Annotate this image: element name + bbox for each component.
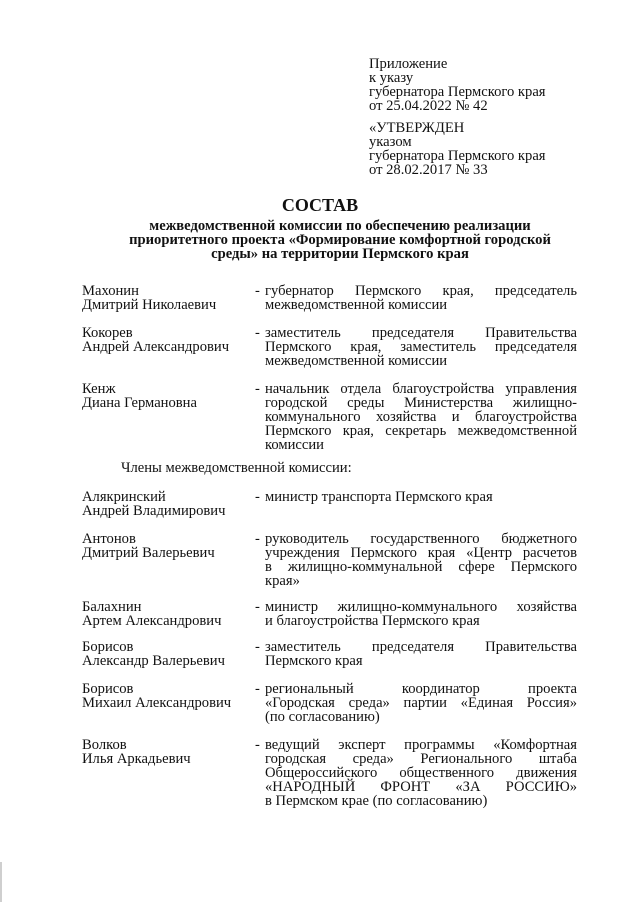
member-person [82,490,225,518]
role-line: коммунального хозяйства и благоустройства [265,409,577,425]
role-dash: - [255,283,260,299]
role-line: руководитель государственного бюджетного [265,531,577,547]
role-dash: - [255,489,260,505]
role-line: «Городская среда» партии «Единая Россия» [265,695,577,711]
member-person [82,640,225,668]
member-surname: Махонин [82,283,139,299]
member-name: Андрей Александрович [82,339,230,355]
role-line: заместитель председателя Правительства [265,325,577,341]
member-role [255,326,577,368]
role-line: в Пермском крае (по согласованию) [265,793,488,809]
member-role [255,284,577,312]
approved-line: от 28.02.2017 № 33 [369,162,488,178]
approved-line: указом [369,134,412,150]
role-text [265,284,577,312]
member-role [255,640,577,668]
role-line: городская среда» Регионального штаба [265,751,577,767]
role-line: министр транспорта Пермского края [265,489,493,505]
role-line: Пермского края [265,653,363,669]
member-name: Дмитрий Николаевич [82,297,217,313]
role-line: Общероссийского общественного движения [265,765,577,781]
role-line: межведомственной комиссии [265,353,448,369]
subtitle-line: среды» на территории Пермского края [211,246,469,262]
role-text [265,326,577,368]
role-line: «НАРОДНЫЙ ФРОНТ «ЗА РОССИЮ» [265,779,577,795]
member-name: Артем Александрович [82,613,222,629]
role-line: начальник отдела благоустройства управления [265,381,577,397]
role-dash: - [255,599,260,615]
role-line: министр жилищно-коммунального хозяйства [265,599,577,615]
role-line: комиссии [265,437,324,453]
member-role [255,532,577,588]
member-role [255,382,577,452]
role-line: края» [265,573,300,589]
member-surname: Антонов [82,531,136,547]
role-dash: - [255,681,260,697]
role-text [265,738,577,808]
role-dash: - [255,531,260,547]
role-text [265,382,577,452]
role-line: ведущий эксперт программы «Комфортная [265,737,577,753]
member-name: Диана Германовна [82,395,197,411]
role-line: учреждения Пермского края «Центр расчетов [265,545,577,561]
role-line: региональный координатор проекта [265,681,577,697]
role-line: Пермского края, секретарь межведомственной [265,423,577,439]
member-role [255,490,577,504]
role-line: (по согласованию) [265,709,380,725]
member-surname: Борисов [82,681,134,697]
member-person [82,532,215,560]
appendix-block [369,57,546,113]
appendix-line: губернатора Пермского края [369,84,546,100]
appendix-line: Приложение [369,56,448,72]
subtitle-line: приоритетного проекта «Формирование комфортной городской [129,232,551,248]
role-line: межведомственной комиссии [265,297,448,313]
member-person [82,600,221,628]
member-surname: Алякринский [82,489,166,505]
member-role [255,682,577,724]
role-text [265,600,577,628]
member-person [82,382,197,410]
role-line: Пермского края, заместитель председателя [265,339,577,355]
member-person [82,326,229,354]
document-subtitle [110,219,570,261]
role-text [265,490,577,504]
scan-edge-mark [0,862,2,902]
document-title: СОСТАВ [281,195,359,215]
approved-block [369,121,546,177]
member-name: Андрей Владимирович [82,503,226,519]
member-surname: Волков [82,737,127,753]
role-line: в жилищно-коммунальной сфере Пермского [265,559,577,575]
role-line: губернатор Пермского края, председатель [265,283,577,299]
member-surname: Борисов [82,639,134,655]
member-surname: Балахнин [82,599,142,615]
member-name: Михаил Александрович [82,695,232,711]
members-heading: Члены межведомственной комиссии: [121,460,352,476]
member-name: Дмитрий Валерьевич [82,545,215,561]
member-surname: Кокорев [82,325,133,341]
appendix-line: к указу [369,70,414,86]
member-role [255,738,577,808]
member-surname: Кенж [82,381,116,397]
role-dash: - [255,325,260,341]
role-dash: - [255,639,260,655]
approved-line: губернатора Пермского края [369,148,546,164]
role-line: и благоустройства Пермского края [265,613,480,629]
role-line: заместитель председателя Правительства [265,639,577,655]
member-person [82,284,216,312]
member-person [82,738,191,766]
role-dash: - [255,737,260,753]
role-dash: - [255,381,260,397]
subtitle-line: межведомственной комиссии по обеспечению реализации [149,218,531,234]
member-name: Александр Валерьевич [82,653,225,669]
member-name: Илья Аркадьевич [82,751,191,767]
member-person [82,682,231,710]
role-text [265,640,577,668]
role-line: городской среды Министерства жилищно- [265,395,577,411]
role-text [265,532,577,588]
member-role [255,600,577,628]
approved-line: «УТВЕРЖДЕН [369,120,465,136]
role-text [265,682,577,724]
appendix-line: от 25.04.2022 № 42 [369,98,488,114]
